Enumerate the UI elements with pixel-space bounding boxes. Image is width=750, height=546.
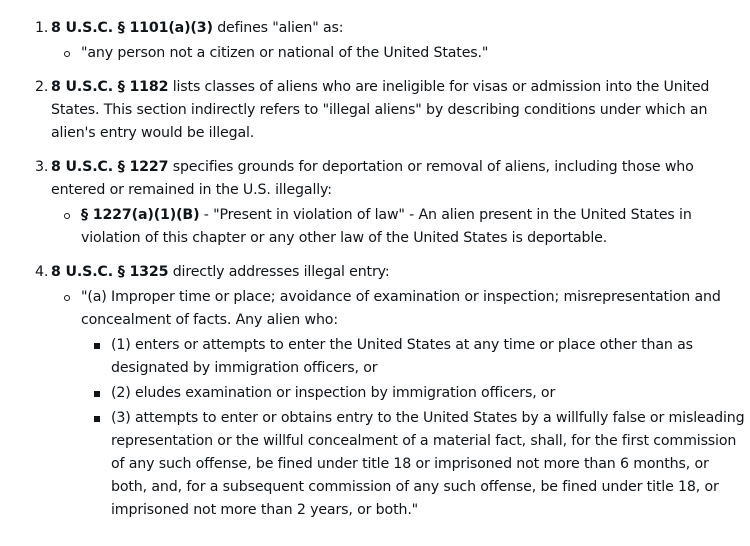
sub-list-item xyxy=(51,204,746,250)
item-number: 2. xyxy=(35,79,49,95)
clause-text: (1) enters or attempts to enter the United States at any time or place other than as designated by immigration officers, or xyxy=(111,337,693,376)
square-bullet-icon xyxy=(94,343,100,349)
item-number: 3. xyxy=(35,159,49,175)
clause-item xyxy=(81,407,746,522)
item-text: directly addresses illegal entry: xyxy=(168,264,390,280)
statute-list xyxy=(0,17,750,522)
sub-list xyxy=(51,204,746,250)
item-number: 4. xyxy=(35,264,49,280)
sub-list xyxy=(51,286,746,522)
circle-bullet-icon xyxy=(64,213,70,219)
list-item-1182 xyxy=(0,76,750,145)
item-text: defines "alien" as: xyxy=(212,20,344,36)
item-text: specifies grounds for deportation or removal of aliens, including those who entered or remained in the U.S. illegally: xyxy=(51,159,694,198)
circle-bullet-icon xyxy=(64,295,70,301)
sub-list-item xyxy=(51,42,746,65)
item-number: 1. xyxy=(35,20,49,36)
clause-text: (3) attempts to enter or obtains entry to the United States by a willfully false or misleading representation or the willful concealment of a material fact, shall, for the first commission of any such offense, be fined under title 18 or imprisoned not more than 6 months, or both, and, for a subsequent commission of any such offense, be fined under title 18, or imprisoned not more than 2 years, or both." xyxy=(111,410,745,518)
citation-1325: 8 U.S.C. § 1325 xyxy=(51,264,169,280)
list-item-1227 xyxy=(0,156,750,250)
sub-item-text: - "Present in violation of law" - An alien present in the United States in violation of this chapter or any other law of the United States is deportable. xyxy=(81,207,692,246)
citation-1227: 8 U.S.C. § 1227 xyxy=(51,159,169,175)
square-bullet-icon xyxy=(94,391,100,397)
alien-definition-quote: "any person not a citizen or national of the United States." xyxy=(81,45,489,61)
clause-text: (2) eludes examination or inspection by immigration officers, or xyxy=(111,385,556,401)
citation-1182: 8 U.S.C. § 1182 xyxy=(51,79,169,95)
list-item-1325 xyxy=(0,261,750,522)
clause-list xyxy=(81,334,746,522)
item-text: lists classes of aliens who are ineligible for visas or admission into the United States. This section indirectly refers to "illegal aliens" by describing conditions under which an alien's entry would be illegal. xyxy=(51,79,710,141)
citation-1101: 8 U.S.C. § 1101(a)(3) xyxy=(51,20,213,36)
circle-bullet-icon xyxy=(64,51,70,57)
clause-item xyxy=(81,334,746,380)
square-bullet-icon xyxy=(94,416,100,422)
sub-list xyxy=(51,42,746,65)
sub-list-item xyxy=(51,286,746,522)
section-1325a-quote: "(a) Improper time or place; avoidance of examination or inspection; misrepresentation and concealment of facts. Any alien who: xyxy=(81,289,721,328)
list-item-1101 xyxy=(0,17,750,65)
clause-item xyxy=(81,382,746,405)
citation-1227a1b: § 1227(a)(1)(B) xyxy=(81,207,200,223)
